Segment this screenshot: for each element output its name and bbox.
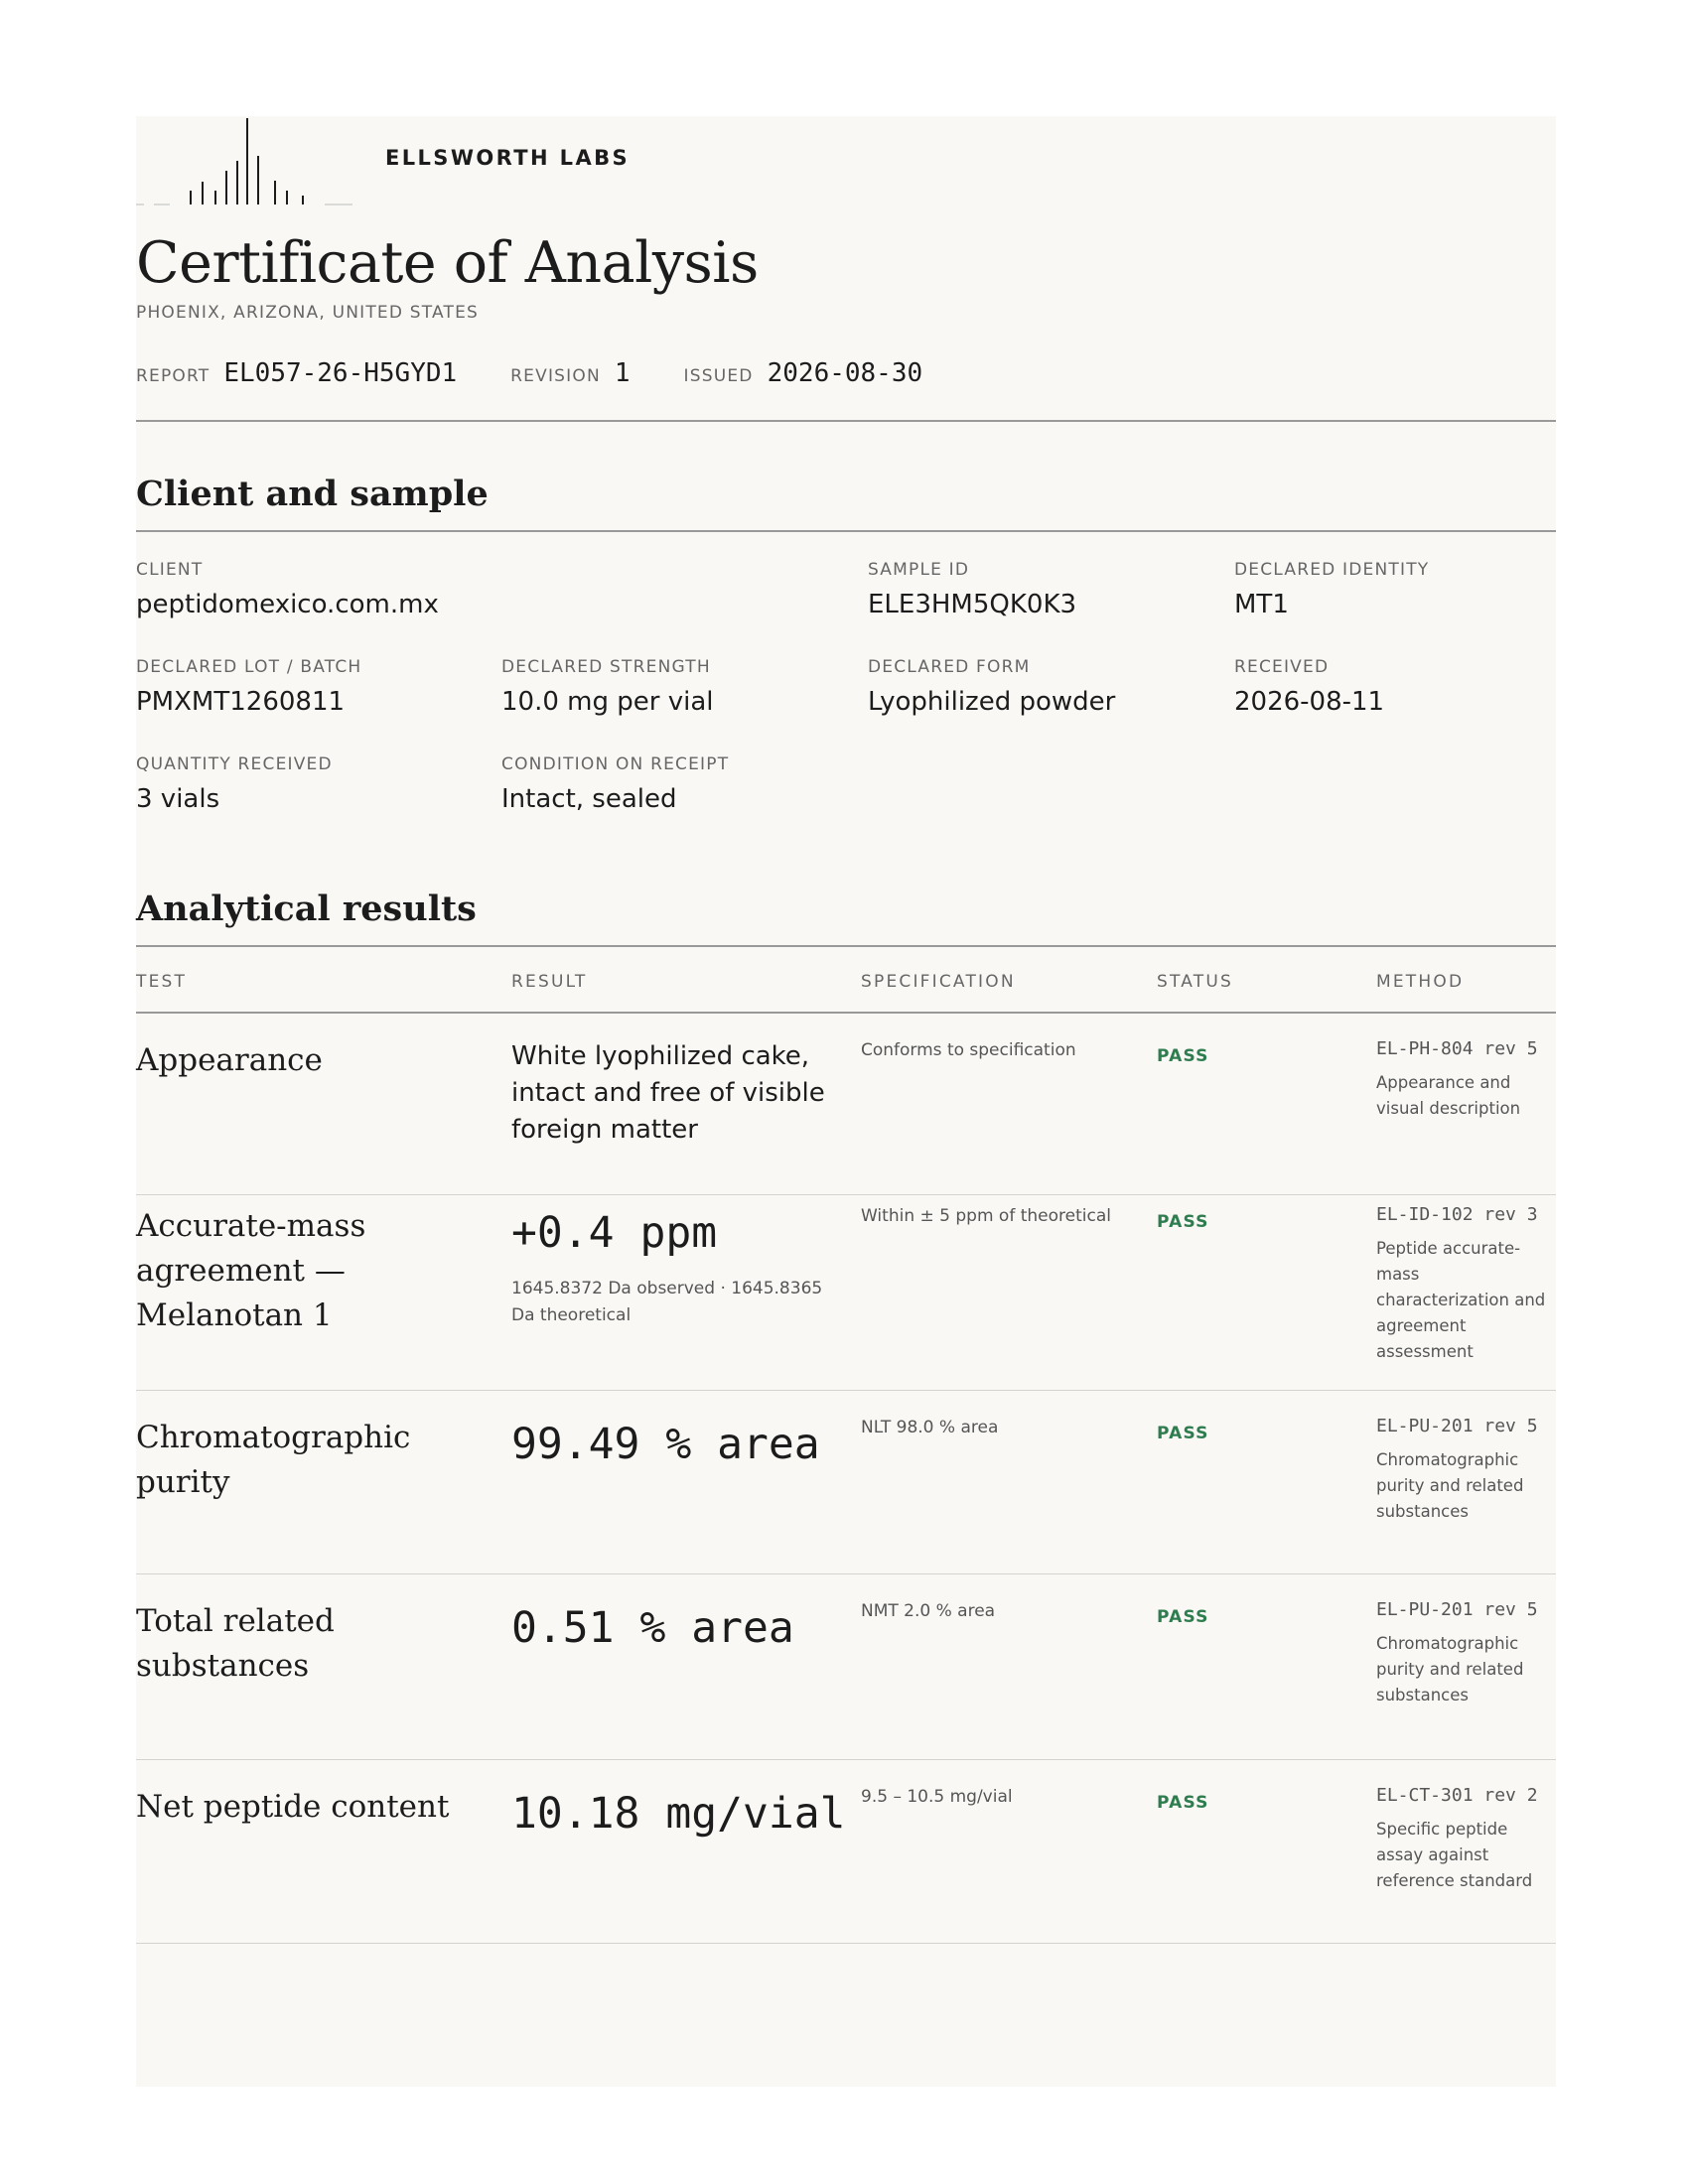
issued-label: ISSUED [683, 366, 754, 386]
results-section-divider [136, 945, 1556, 947]
client-section-divider [136, 530, 1556, 532]
sample-id-field [868, 560, 1076, 619]
client-value: peptidomexico.com.mx [136, 590, 439, 619]
table-row [136, 1573, 1556, 1759]
method-description: Peptide accurate-mass characterization and agreement assessment [1376, 1239, 1546, 1361]
column-header-status: STATUS [1157, 972, 1233, 992]
lot-label: DECLARED LOT / BATCH [136, 657, 362, 677]
condition-value: Intact, sealed [501, 784, 677, 814]
status-badge: PASS [1157, 1607, 1209, 1627]
strength-label: DECLARED STRENGTH [501, 657, 711, 677]
specification: NMT 2.0 % area [861, 1601, 996, 1621]
table-row [136, 1178, 1556, 1390]
received-field [1234, 657, 1384, 717]
method-code: EL-PH-804 rev 5 [1376, 1038, 1538, 1059]
table-row [136, 1390, 1556, 1573]
method-code: EL-PU-201 rev 5 [1376, 1599, 1538, 1620]
strength-field [501, 657, 713, 717]
column-header-result: RESULT [511, 972, 588, 992]
sample-id-label: SAMPLE ID [868, 560, 970, 580]
lot-value: PMXMT1260811 [136, 687, 346, 717]
report-number: EL057-26-H5GYD1 [223, 358, 458, 388]
report-label: REPORT [136, 366, 211, 386]
client-field [136, 560, 439, 619]
revision-number: 1 [614, 358, 631, 388]
quantity-value: 3 vials [136, 784, 220, 814]
specification: 9.5 – 10.5 mg/vial [861, 1787, 1013, 1807]
results-section-heading: Analytical results [136, 888, 477, 929]
page-title: Certificate of Analysis [136, 230, 759, 296]
result-value: 10.18 mg/vial [511, 1789, 846, 1839]
result-value: +0.4 ppm [511, 1208, 718, 1258]
declared-identity-label: DECLARED IDENTITY [1234, 560, 1430, 580]
result-value: 0.51 % area [511, 1603, 794, 1653]
method-code: EL-ID-102 rev 3 [1376, 1204, 1538, 1225]
quantity-label: QUANTITY RECEIVED [136, 754, 333, 774]
status-badge: PASS [1157, 1046, 1209, 1066]
row-divider [136, 1943, 1556, 1944]
status-badge: PASS [1157, 1212, 1209, 1232]
condition-field [501, 754, 729, 814]
method-description: Chromatographic purity and related substances [1376, 1450, 1524, 1521]
spectrum-logo-icon [136, 116, 354, 207]
form-value: Lyophilized powder [868, 687, 1116, 717]
declared-identity-field [1234, 560, 1429, 619]
method-description: Appearance and visual description [1376, 1073, 1521, 1118]
result-detail: 1645.8372 Da observed · 1645.8365 Da theoretical [511, 1279, 823, 1325]
declared-identity-value: MT1 [1234, 590, 1289, 619]
form-label: DECLARED FORM [868, 657, 1031, 677]
method-code: EL-CT-301 rev 2 [1376, 1785, 1538, 1806]
report-meta [136, 358, 976, 388]
test-name: Appearance [136, 1042, 323, 1078]
table-row [136, 1759, 1556, 1943]
column-header-test: TEST [136, 972, 188, 992]
test-name: Net peptide content [136, 1789, 450, 1825]
table-row [136, 1013, 1556, 1194]
lab-location: PHOENIX, ARIZONA, UNITED STATES [136, 303, 480, 323]
specification: Within ± 5 ppm of theoretical [861, 1206, 1111, 1226]
certificate-sheet [136, 116, 1556, 2087]
specification: Conforms to specification [861, 1040, 1076, 1060]
client-section-heading: Client and sample [136, 474, 489, 514]
quantity-field [136, 754, 333, 814]
column-header-method: METHOD [1376, 972, 1465, 992]
method-description: Specific peptide assay against reference standard [1376, 1820, 1533, 1890]
method-code: EL-PU-201 rev 5 [1376, 1416, 1538, 1436]
strength-value: 10.0 mg per vial [501, 687, 714, 717]
client-label: CLIENT [136, 560, 204, 580]
received-label: RECEIVED [1234, 657, 1330, 677]
revision-label: REVISION [510, 366, 601, 386]
status-badge: PASS [1157, 1424, 1209, 1443]
lot-field [136, 657, 361, 717]
status-badge: PASS [1157, 1793, 1209, 1813]
form-field [868, 657, 1115, 717]
test-name: Accurate-mass agreement — Melanotan 1 [136, 1208, 366, 1333]
result-value: 99.49 % area [511, 1420, 820, 1469]
column-header-specification: SPECIFICATION [861, 972, 1016, 992]
test-name: Chromatographic purity [136, 1420, 411, 1500]
method-description: Chromatographic purity and related substances [1376, 1634, 1524, 1705]
test-name: Total related substances [136, 1603, 335, 1684]
condition-label: CONDITION ON RECEIPT [501, 754, 730, 774]
specification: NLT 98.0 % area [861, 1418, 999, 1437]
sample-id-value: ELE3HM5QK0K3 [868, 590, 1077, 619]
received-value: 2026-08-11 [1234, 687, 1385, 717]
issued-date: 2026-08-30 [767, 358, 923, 388]
result-value: White lyophilized cake, intact and free of visible foreign matter [511, 1041, 825, 1145]
lab-name: ELLSWORTH LABS [385, 146, 631, 170]
header-divider [136, 420, 1556, 422]
